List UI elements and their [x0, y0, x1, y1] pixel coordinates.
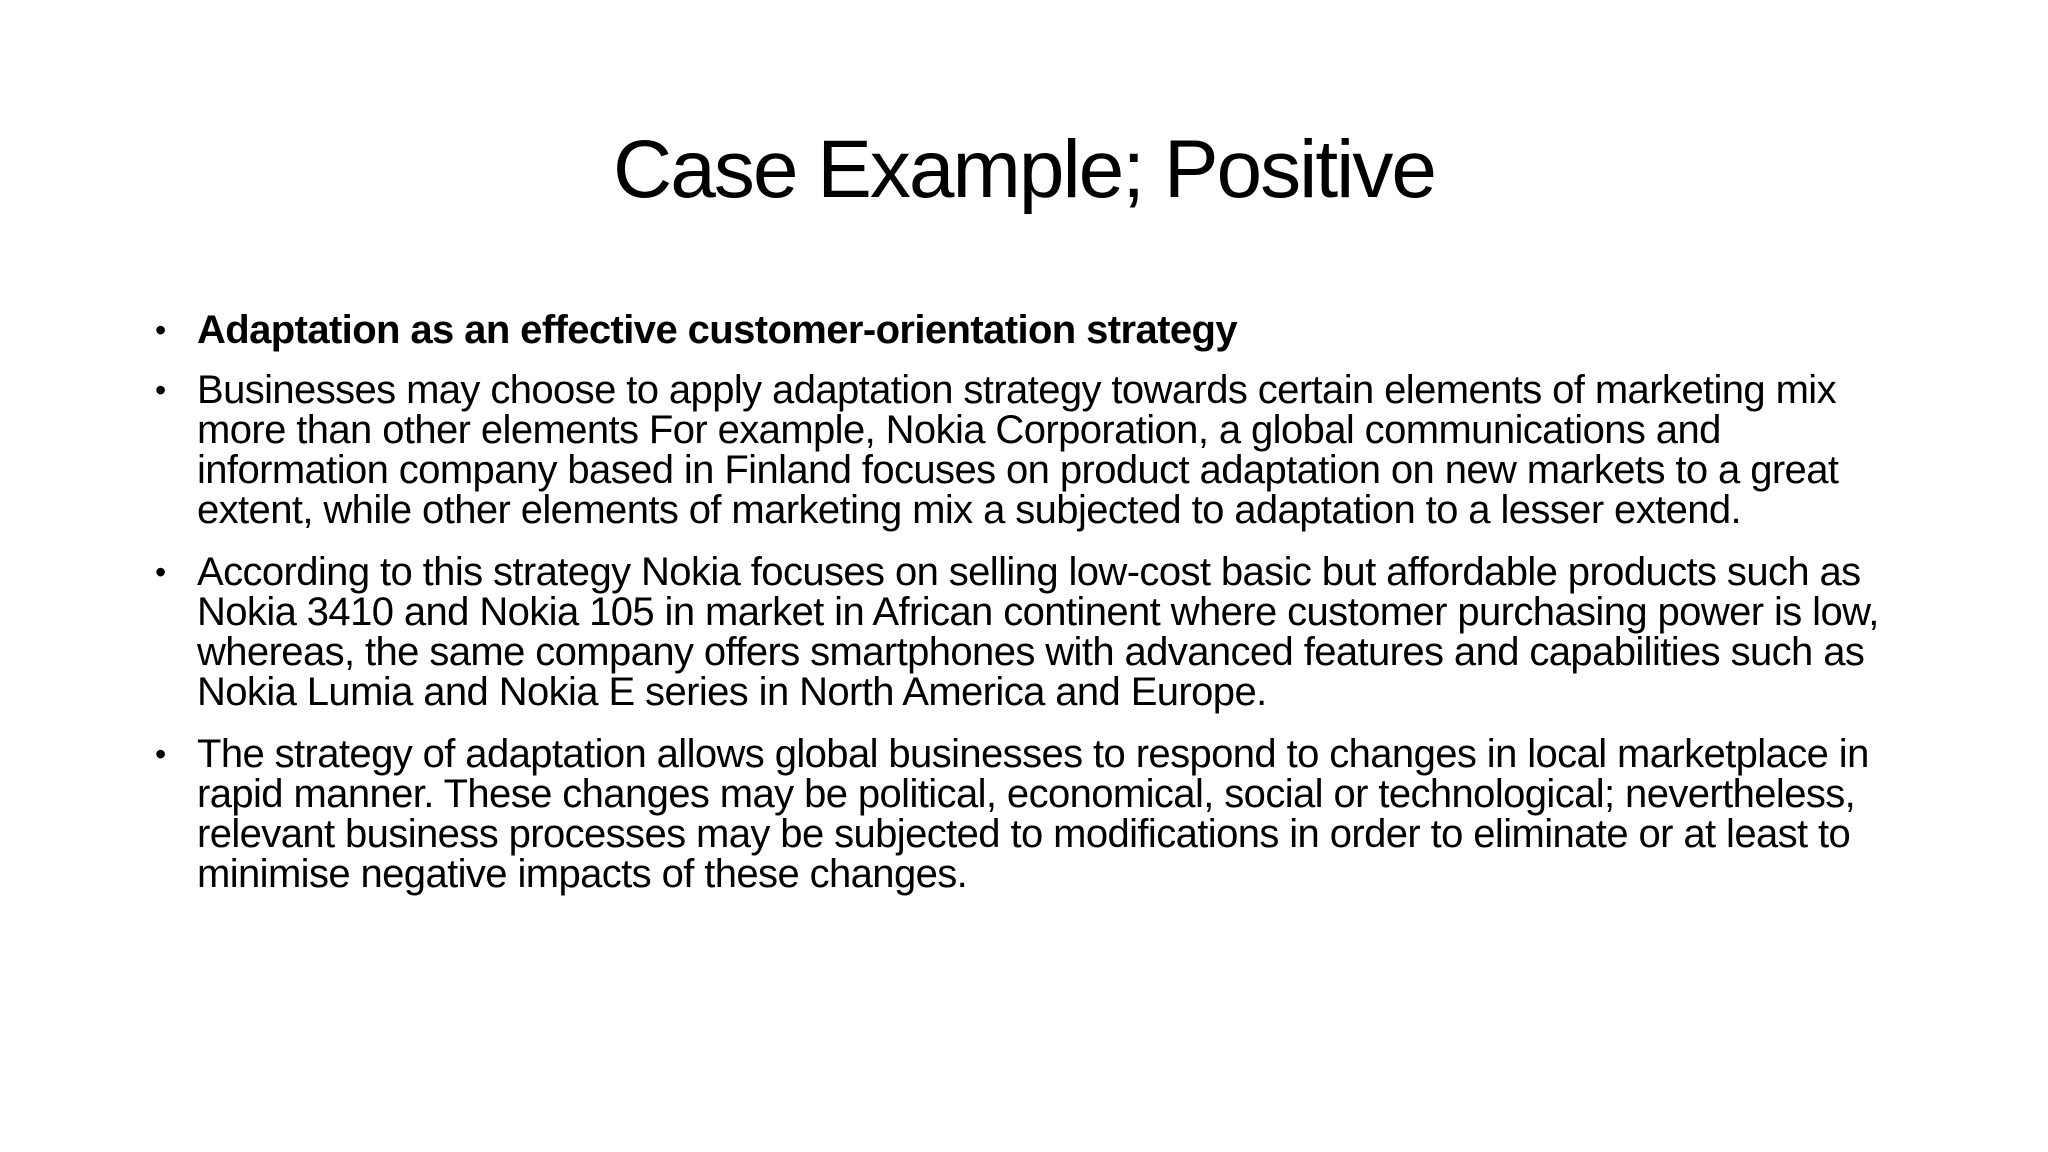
- bullet-icon: •: [155, 312, 166, 348]
- bullet-text: Businesses may choose to apply adaptation strategy towards certain elements of marketing mix more than other elements For example, Nokia Corporation, a global communications and information company based in Finland focuses on product adaptation on new markets to a great extent, while other elements of marketing mix a subjected to adaptation to a lesser extend.: [197, 368, 1839, 532]
- bullet-list: [155, 310, 1915, 916]
- bullet-item: [155, 734, 1915, 894]
- bullet-item: [155, 552, 1915, 712]
- bullet-text: The strategy of adaptation allows global businesses to respond to changes in local marketplace in rapid manner. These changes may be political, economical, social or technological; nevertheless, relevant business processes may be subjected to modifications in order to eliminate or at least to minimise negative impacts of these changes.: [197, 732, 1869, 896]
- bullet-icon: •: [155, 554, 166, 590]
- bullet-text: Adaptation as an effective customer-orientation strategy: [197, 308, 1237, 352]
- slide-title: Case Example; Positive: [613, 124, 1435, 215]
- bullet-icon: •: [155, 372, 166, 408]
- bullet-item: [155, 370, 1915, 530]
- bullet-text: According to this strategy Nokia focuses on selling low-cost basic but affordable products such as Nokia 3410 and Nokia 105 in market in African continent where customer purchasing power is low, whereas, the same company offers smartphones with advanced features and capabilities such as Nokia Lumia and Nokia E series in North America and Europe.: [197, 550, 1879, 714]
- bullet-item-heading: [155, 310, 1915, 350]
- bullet-icon: •: [155, 736, 166, 772]
